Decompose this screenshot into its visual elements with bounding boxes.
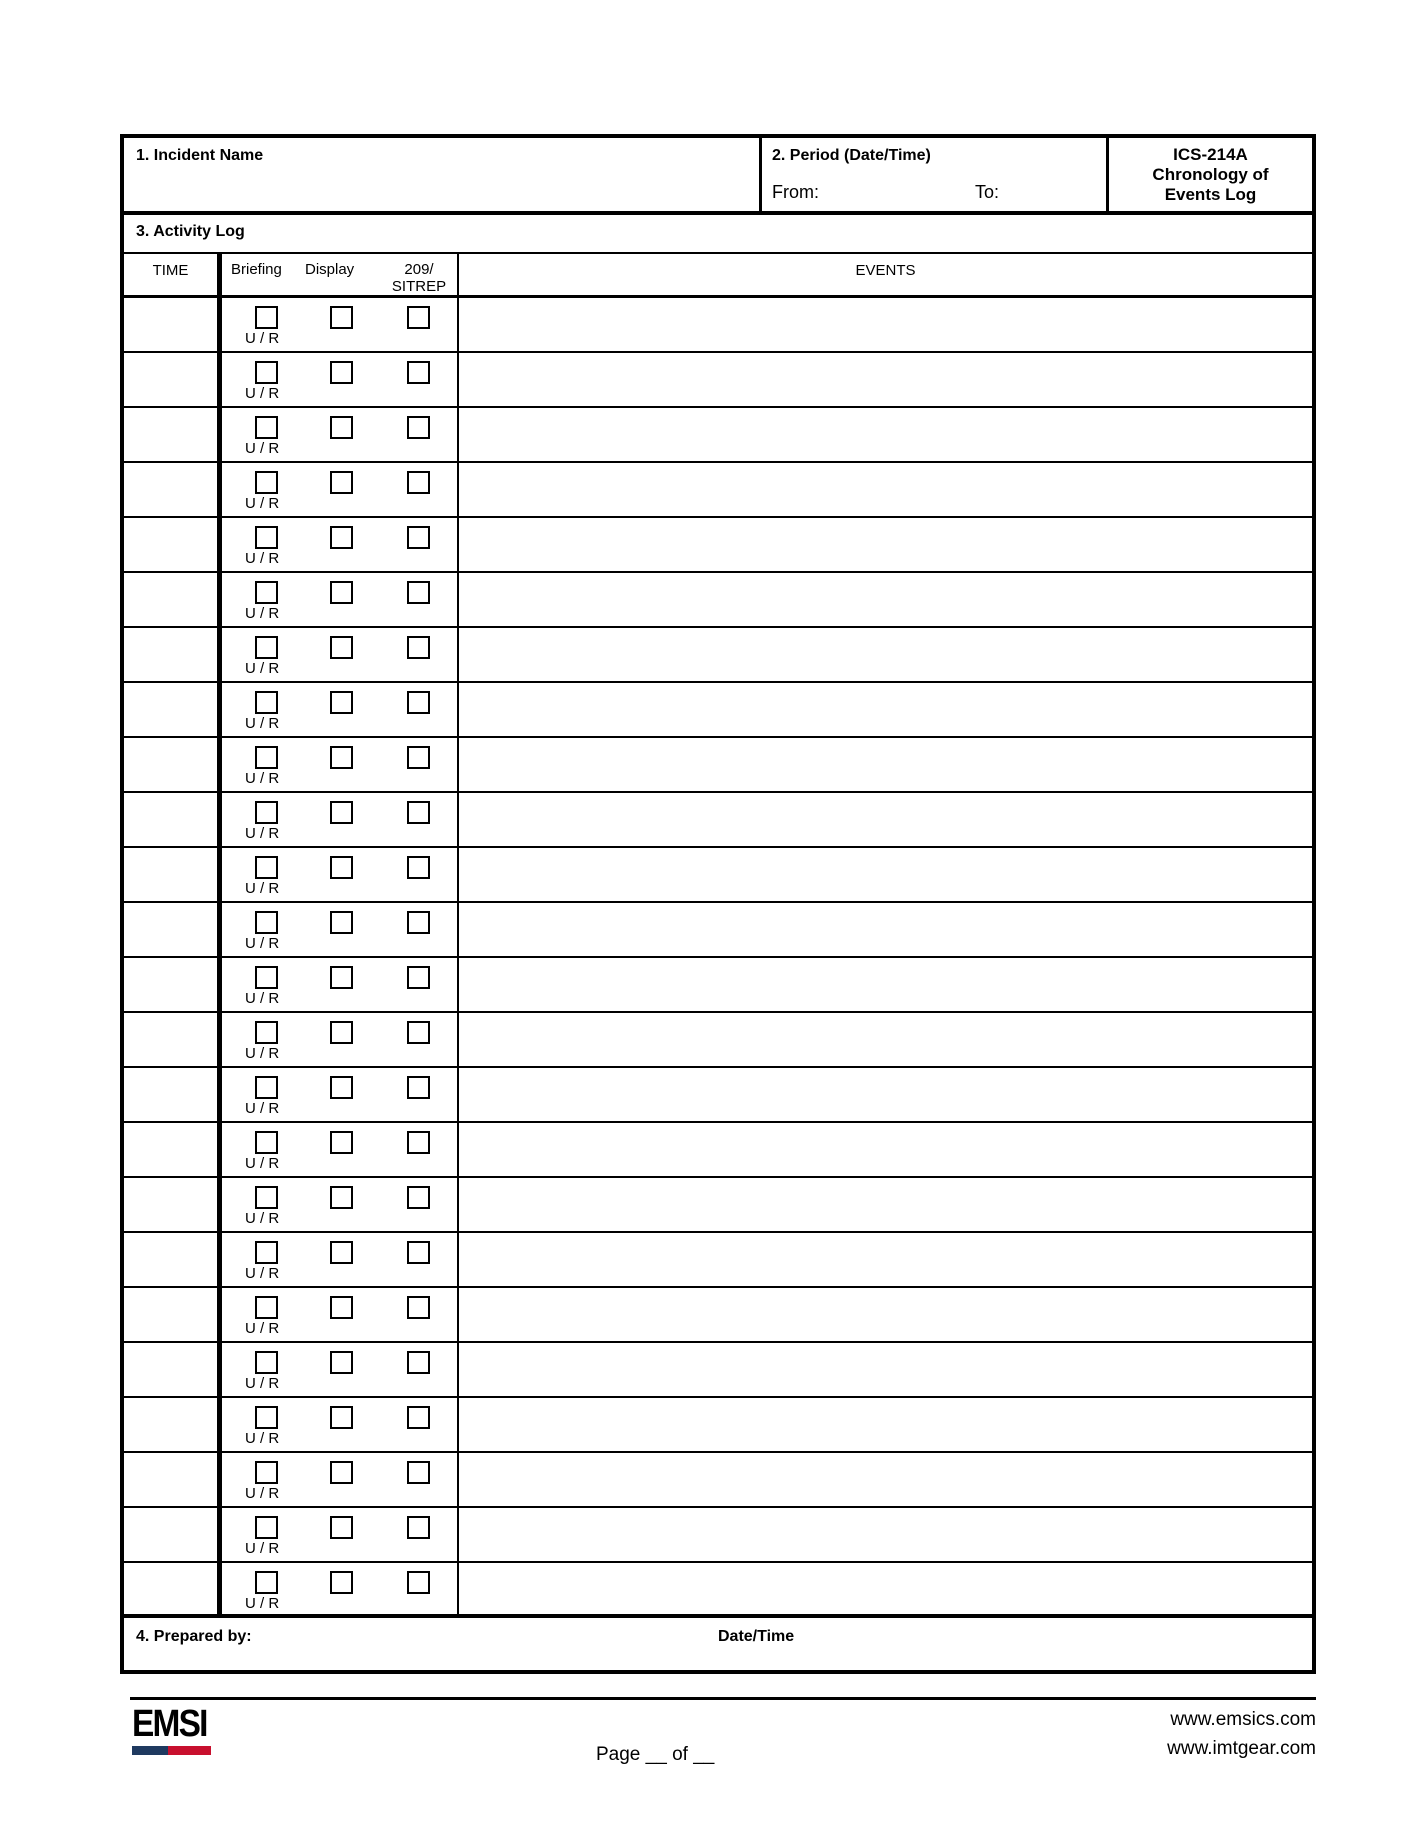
briefing-checkbox[interactable] xyxy=(255,1406,278,1429)
display-checkbox[interactable] xyxy=(330,1351,353,1374)
briefing-checkbox[interactable] xyxy=(255,691,278,714)
sitrep-checkbox[interactable] xyxy=(407,1461,430,1484)
display-checkbox[interactable] xyxy=(330,691,353,714)
display-checkbox[interactable] xyxy=(330,966,353,989)
checkbox-column-header xyxy=(222,254,459,295)
display-checkbox[interactable] xyxy=(330,636,353,659)
table-row xyxy=(124,573,1312,628)
sitrep-checkbox[interactable] xyxy=(407,1406,430,1429)
events-cell[interactable] xyxy=(459,518,1312,571)
table-row xyxy=(124,1508,1312,1563)
time-cell[interactable] xyxy=(124,848,222,901)
time-cell[interactable] xyxy=(124,1508,222,1561)
display-checkbox[interactable] xyxy=(330,1076,353,1099)
sitrep-checkbox[interactable] xyxy=(407,581,430,604)
display-checkbox[interactable] xyxy=(330,1131,353,1154)
briefing-checkbox[interactable] xyxy=(255,746,278,769)
sitrep-checkbox[interactable] xyxy=(407,1186,430,1209)
display-checkbox[interactable] xyxy=(330,1406,353,1429)
checkbox-cell xyxy=(222,1508,459,1561)
checkbox-cell xyxy=(222,298,459,351)
events-cell[interactable] xyxy=(459,353,1312,406)
checkbox-cell xyxy=(222,1068,459,1121)
checkbox-cell xyxy=(222,738,459,791)
time-cell[interactable] xyxy=(124,683,222,736)
emsics-link[interactable]: www.emsics.com xyxy=(1170,1709,1316,1730)
table-row xyxy=(124,848,1312,903)
ur-label: U / R xyxy=(245,440,280,457)
table-row xyxy=(124,793,1312,848)
events-cell[interactable] xyxy=(459,1123,1312,1176)
ur-label: U / R xyxy=(245,385,280,402)
prepared-by-label: 4. Prepared by: xyxy=(136,1628,252,1645)
ur-label: U / R xyxy=(245,935,280,952)
events-cell[interactable] xyxy=(459,1233,1312,1286)
display-checkbox[interactable] xyxy=(330,581,353,604)
display-checkbox[interactable] xyxy=(330,911,353,934)
events-cell[interactable] xyxy=(459,463,1312,516)
events-cell[interactable] xyxy=(459,1178,1312,1231)
to-label: To: xyxy=(975,182,1000,202)
briefing-checkbox[interactable] xyxy=(255,856,278,879)
time-cell[interactable] xyxy=(124,1123,222,1176)
incident-name-label: 1. Incident Name xyxy=(136,147,264,164)
ur-label: U / R xyxy=(245,1375,280,1392)
ur-label: U / R xyxy=(245,825,280,842)
time-cell[interactable] xyxy=(124,1398,222,1451)
column-header-row xyxy=(124,254,1312,298)
table-row xyxy=(124,1178,1312,1233)
events-cell[interactable] xyxy=(459,1398,1312,1451)
table-row xyxy=(124,1288,1312,1343)
display-column-label: Display xyxy=(305,261,355,278)
briefing-checkbox[interactable] xyxy=(255,1021,278,1044)
ur-label: U / R xyxy=(245,550,280,567)
sitrep-checkbox[interactable] xyxy=(407,526,430,549)
briefing-checkbox[interactable] xyxy=(255,1131,278,1154)
events-column-header: EVENTS xyxy=(855,262,916,279)
checkbox-cell xyxy=(222,408,459,461)
table-row xyxy=(124,628,1312,683)
display-checkbox[interactable] xyxy=(330,1021,353,1044)
checkbox-cell xyxy=(222,1233,459,1286)
from-label: From: xyxy=(772,182,819,202)
ur-label: U / R xyxy=(245,715,280,732)
checkbox-cell xyxy=(222,793,459,846)
form-title xyxy=(1109,138,1312,211)
events-cell[interactable] xyxy=(459,628,1312,681)
ur-label: U / R xyxy=(245,1045,280,1062)
events-cell[interactable] xyxy=(459,848,1312,901)
briefing-checkbox[interactable] xyxy=(255,1571,278,1594)
display-checkbox[interactable] xyxy=(330,746,353,769)
briefing-checkbox[interactable] xyxy=(255,416,278,439)
checkbox-cell xyxy=(222,903,459,956)
ics-214a-form xyxy=(120,134,1316,1674)
display-checkbox[interactable] xyxy=(330,801,353,824)
events-cell[interactable] xyxy=(459,1563,1312,1614)
briefing-checkbox[interactable] xyxy=(255,801,278,824)
sitrep-checkbox[interactable] xyxy=(407,966,430,989)
time-cell[interactable] xyxy=(124,1453,222,1506)
events-cell[interactable] xyxy=(459,573,1312,626)
sitrep-checkbox[interactable] xyxy=(407,801,430,824)
ur-label: U / R xyxy=(245,495,280,512)
datetime-label: Date/Time xyxy=(718,1628,795,1645)
events-cell[interactable] xyxy=(459,1508,1312,1561)
display-checkbox[interactable] xyxy=(330,526,353,549)
briefing-checkbox[interactable] xyxy=(255,1241,278,1264)
checkbox-cell xyxy=(222,1178,459,1231)
ur-label: U / R xyxy=(245,1540,280,1557)
prepared-by-row xyxy=(124,1618,1312,1670)
ur-label: U / R xyxy=(245,1485,280,1502)
sitrep-column-label: 209/ SITREP xyxy=(391,261,447,295)
table-row xyxy=(124,1068,1312,1123)
emsi-logo xyxy=(132,1703,217,1755)
time-cell[interactable] xyxy=(124,1013,222,1066)
time-cell[interactable] xyxy=(124,463,222,516)
sitrep-checkbox[interactable] xyxy=(407,416,430,439)
display-checkbox[interactable] xyxy=(330,361,353,384)
events-cell[interactable] xyxy=(459,958,1312,1011)
form-title-line-3: Events Log xyxy=(1164,184,1257,204)
imtgear-link[interactable]: www.imtgear.com xyxy=(1167,1738,1316,1759)
sitrep-checkbox[interactable] xyxy=(407,361,430,384)
ur-label: U / R xyxy=(245,660,280,677)
table-row xyxy=(124,1343,1312,1398)
table-row xyxy=(124,1398,1312,1453)
time-cell[interactable] xyxy=(124,1068,222,1121)
table-row xyxy=(124,1013,1312,1068)
briefing-checkbox[interactable] xyxy=(255,471,278,494)
ur-label: U / R xyxy=(245,1265,280,1282)
display-checkbox[interactable] xyxy=(330,471,353,494)
display-checkbox[interactable] xyxy=(330,1571,353,1594)
events-cell[interactable] xyxy=(459,1343,1312,1396)
sitrep-checkbox[interactable] xyxy=(407,911,430,934)
time-cell[interactable] xyxy=(124,1288,222,1341)
time-cell[interactable] xyxy=(124,738,222,791)
form-header-row xyxy=(124,138,1312,215)
events-cell[interactable] xyxy=(459,793,1312,846)
table-row xyxy=(124,518,1312,573)
period-label: 2. Period (Date/Time) xyxy=(772,147,931,164)
time-cell[interactable] xyxy=(124,958,222,1011)
events-cell[interactable] xyxy=(459,1068,1312,1121)
checkbox-cell xyxy=(222,1288,459,1341)
briefing-checkbox[interactable] xyxy=(255,1296,278,1319)
time-cell[interactable] xyxy=(124,408,222,461)
ur-label: U / R xyxy=(245,605,280,622)
ur-label: U / R xyxy=(245,1100,280,1117)
table-row xyxy=(124,738,1312,793)
activity-log-section-header xyxy=(124,215,1312,254)
time-column-header: TIME xyxy=(124,254,222,295)
briefing-checkbox[interactable] xyxy=(255,526,278,549)
events-cell[interactable] xyxy=(459,683,1312,736)
activity-log-label: 3. Activity Log xyxy=(136,223,245,240)
checkbox-cell xyxy=(222,573,459,626)
display-checkbox[interactable] xyxy=(330,1516,353,1539)
time-cell[interactable] xyxy=(124,573,222,626)
checkbox-cell xyxy=(222,1453,459,1506)
sitrep-checkbox[interactable] xyxy=(407,691,430,714)
ur-label: U / R xyxy=(245,1320,280,1337)
footer-links xyxy=(1167,1705,1316,1763)
time-cell[interactable] xyxy=(124,903,222,956)
time-cell[interactable] xyxy=(124,518,222,571)
ur-label: U / R xyxy=(245,880,280,897)
time-cell[interactable] xyxy=(124,1178,222,1231)
sitrep-checkbox[interactable] xyxy=(407,746,430,769)
ur-label: U / R xyxy=(245,1210,280,1227)
table-row xyxy=(124,298,1312,353)
logo-bar-navy xyxy=(132,1746,168,1755)
checkbox-cell xyxy=(222,628,459,681)
ur-label: U / R xyxy=(245,1430,280,1447)
time-cell[interactable] xyxy=(124,1563,222,1614)
ur-label: U / R xyxy=(245,330,280,347)
events-cell[interactable] xyxy=(459,408,1312,461)
display-checkbox[interactable] xyxy=(330,856,353,879)
table-row xyxy=(124,1233,1312,1288)
time-cell[interactable] xyxy=(124,1343,222,1396)
ur-label: U / R xyxy=(245,1595,280,1612)
events-cell[interactable] xyxy=(459,1288,1312,1341)
form-title-line-1: ICS-214A xyxy=(1173,144,1248,164)
display-checkbox[interactable] xyxy=(330,1186,353,1209)
display-checkbox[interactable] xyxy=(330,416,353,439)
briefing-checkbox[interactable] xyxy=(255,581,278,604)
events-cell[interactable] xyxy=(459,1453,1312,1506)
checkbox-cell xyxy=(222,353,459,406)
emsi-logo-bar xyxy=(132,1746,211,1755)
checkbox-cell xyxy=(222,683,459,736)
table-row xyxy=(124,1123,1312,1178)
form-title-line-2: Chronology of xyxy=(1152,164,1269,184)
checkbox-cell xyxy=(222,1563,459,1614)
events-cell[interactable] xyxy=(459,1013,1312,1066)
sitrep-checkbox[interactable] xyxy=(407,1021,430,1044)
sitrep-checkbox[interactable] xyxy=(407,856,430,879)
period-field[interactable] xyxy=(762,138,1109,211)
briefing-checkbox[interactable] xyxy=(255,636,278,659)
ur-label: U / R xyxy=(245,990,280,1007)
sitrep-checkbox[interactable] xyxy=(407,1516,430,1539)
checkbox-cell xyxy=(222,848,459,901)
events-cell[interactable] xyxy=(459,738,1312,791)
activity-rows xyxy=(124,298,1312,1618)
footer-divider xyxy=(130,1697,1316,1700)
display-checkbox[interactable] xyxy=(330,1241,353,1264)
sitrep-checkbox[interactable] xyxy=(407,1076,430,1099)
sitrep-checkbox[interactable] xyxy=(407,471,430,494)
display-checkbox[interactable] xyxy=(330,306,353,329)
time-cell[interactable] xyxy=(124,793,222,846)
table-row xyxy=(124,683,1312,738)
display-checkbox[interactable] xyxy=(330,1461,353,1484)
table-row xyxy=(124,463,1312,518)
time-cell[interactable] xyxy=(124,628,222,681)
time-cell[interactable] xyxy=(124,1233,222,1286)
briefing-checkbox[interactable] xyxy=(255,1186,278,1209)
table-row xyxy=(124,353,1312,408)
sitrep-checkbox[interactable] xyxy=(407,1241,430,1264)
briefing-checkbox[interactable] xyxy=(255,1516,278,1539)
briefing-checkbox[interactable] xyxy=(255,306,278,329)
checkbox-cell xyxy=(222,463,459,516)
time-cell[interactable] xyxy=(124,353,222,406)
briefing-column-label: Briefing xyxy=(231,261,282,278)
ur-label: U / R xyxy=(245,770,280,787)
briefing-checkbox[interactable] xyxy=(255,361,278,384)
checkbox-cell xyxy=(222,1398,459,1451)
sitrep-checkbox[interactable] xyxy=(407,1296,430,1319)
briefing-checkbox[interactable] xyxy=(255,1076,278,1099)
briefing-checkbox[interactable] xyxy=(255,911,278,934)
incident-name-field[interactable] xyxy=(124,138,762,211)
checkbox-cell xyxy=(222,518,459,571)
briefing-checkbox[interactable] xyxy=(255,1461,278,1484)
checkbox-cell xyxy=(222,1013,459,1066)
table-row xyxy=(124,1453,1312,1508)
sitrep-checkbox[interactable] xyxy=(407,1131,430,1154)
display-checkbox[interactable] xyxy=(330,1296,353,1319)
checkbox-cell xyxy=(222,1123,459,1176)
ur-label: U / R xyxy=(245,1155,280,1172)
briefing-checkbox[interactable] xyxy=(255,966,278,989)
events-cell[interactable] xyxy=(459,903,1312,956)
events-cell[interactable] xyxy=(459,298,1312,351)
sitrep-checkbox[interactable] xyxy=(407,636,430,659)
table-row xyxy=(124,1563,1312,1618)
sitrep-checkbox[interactable] xyxy=(407,1351,430,1374)
sitrep-checkbox[interactable] xyxy=(407,306,430,329)
logo-bar-red xyxy=(168,1746,211,1755)
table-row xyxy=(124,958,1312,1013)
emsi-logo-text: EMSI xyxy=(132,1703,207,1745)
briefing-checkbox[interactable] xyxy=(255,1351,278,1374)
page-number: Page __ of __ xyxy=(596,1744,715,1765)
checkbox-cell xyxy=(222,958,459,1011)
table-row xyxy=(124,408,1312,463)
table-row xyxy=(124,903,1312,958)
time-cell[interactable] xyxy=(124,298,222,351)
sitrep-checkbox[interactable] xyxy=(407,1571,430,1594)
checkbox-cell xyxy=(222,1343,459,1396)
